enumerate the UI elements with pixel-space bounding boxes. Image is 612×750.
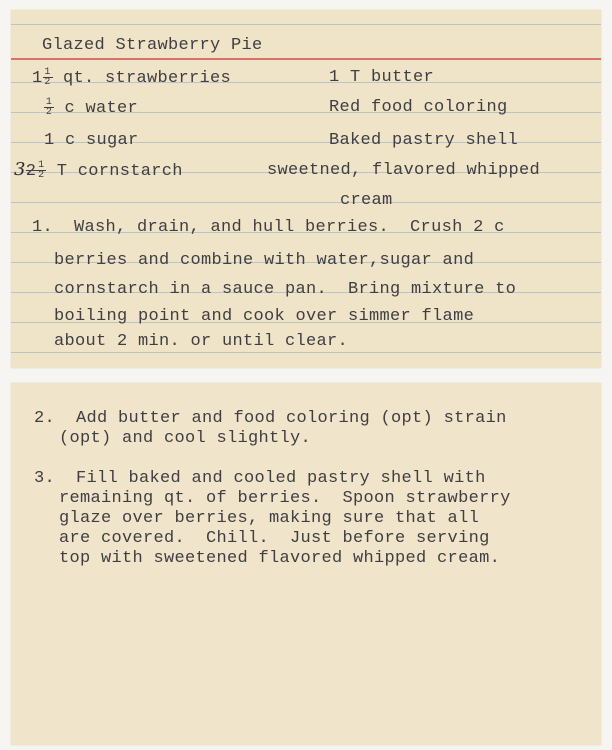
ingredient-cornstarch: 32 $\frac{1}{2}$ T cornstarch: [14, 159, 183, 181]
ingredient-pastry-shell: Baked pastry shell: [329, 131, 519, 150]
step-3-line-2: remaining qt. of berries. Spoon strawberry: [59, 489, 511, 508]
recipe-card-front: [11, 10, 601, 368]
ingredient-whipped-cream-cont: cream: [340, 191, 393, 210]
recipe-title: Glazed Strawberry Pie: [42, 36, 263, 55]
ingredient-whipped-cream: sweetned, flavored whipped: [267, 161, 541, 180]
fraction-half: $\frac{1}{2}$: [45, 97, 53, 118]
recipe-card-back: [11, 383, 601, 745]
step-3-line-3: glaze over berries, making sure that all: [59, 509, 480, 528]
step-1-line-3: cornstarch in a sauce pan. Bring mixture to: [54, 280, 517, 299]
ingredient-sugar: 1 c sugar: [44, 131, 139, 150]
ingredient-food-coloring: Red food coloring: [329, 98, 508, 117]
ingredient-butter: 1 T butter: [329, 68, 435, 87]
handwritten-correction: 3: [14, 159, 26, 180]
step-3-line-1: 3. Fill baked and cooled pastry shell with: [34, 469, 486, 488]
fraction-half: $\frac{1}{2}$: [38, 160, 45, 181]
ingredient-strawberries: 1 $\frac{1}{2}$ qt. strawberries: [32, 67, 232, 88]
step-3-line-5: top with sweetened flavored whipped cream.: [59, 549, 501, 568]
step-2-line-2: (opt) and cool slightly.: [59, 429, 312, 448]
step-3-line-4: are covered. Chill. Just before serving: [59, 529, 490, 548]
step-1-line-4: boiling point and cook over simmer flame: [54, 307, 475, 326]
step-1-line-1: 1. Wash, drain, and hull berries. Crush 2 c: [32, 218, 505, 237]
fraction-half: $\frac{1}{2}$: [44, 67, 51, 88]
step-1-line-2: berries and combine with water,sugar and: [54, 251, 475, 270]
step-2-line-1: 2. Add butter and food coloring (opt) strain: [34, 409, 507, 428]
ingredient-water: $\frac{1}{2}$ c water: [45, 97, 139, 118]
step-1-line-5: about 2 min. or until clear.: [54, 332, 349, 351]
header-red-rule: [11, 58, 601, 60]
